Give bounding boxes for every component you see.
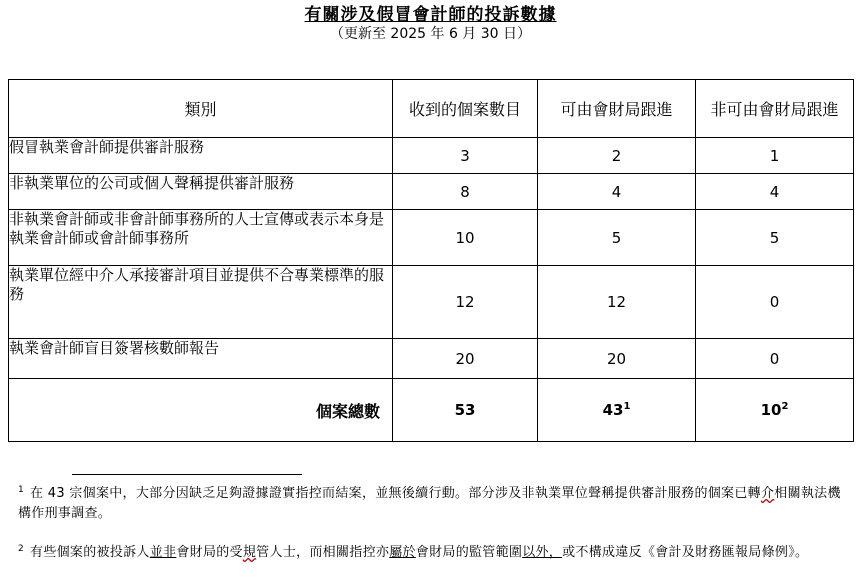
row-category: 執業會計師盲目簽署核數師報告 <box>9 339 393 379</box>
footnote-1 <box>18 484 853 524</box>
table-row <box>9 339 854 379</box>
footnote-2 <box>18 543 853 563</box>
row-not-followable: 0 <box>696 339 854 379</box>
row-followable: 12 <box>538 266 696 339</box>
table-row <box>9 210 854 266</box>
total-row <box>9 379 854 442</box>
row-received: 20 <box>393 339 538 379</box>
footnote-2-marker: 2 <box>18 543 25 554</box>
row-not-followable: 4 <box>696 174 854 210</box>
row-not-followable: 1 <box>696 138 854 174</box>
footnote-2-underlined: 屬於 <box>389 545 416 560</box>
row-received: 12 <box>393 266 538 339</box>
row-received: 8 <box>393 174 538 210</box>
page-title: 有關涉及假冒會計師的投訴數據 <box>304 5 557 25</box>
footnote-2-text: 會財局的監管範圍 <box>415 545 523 560</box>
row-received: 3 <box>393 138 538 174</box>
row-category: 假冒執業會計師提供審計服務 <box>9 138 393 174</box>
row-not-followable: 5 <box>696 210 854 266</box>
page-subtitle: （更新至 2025 年 6 月 30 日） <box>329 26 532 42</box>
row-not-followable: 0 <box>696 266 854 339</box>
row-followable: 5 <box>538 210 696 266</box>
total-followable <box>538 379 696 442</box>
row-category: 執業單位經中介人承接審計項目並提供不合專業標準的服務 <box>9 266 393 339</box>
total-not-followable <box>696 379 854 442</box>
row-followable: 2 <box>538 138 696 174</box>
footnote-1-text-end: 相關執法機構作刑事調查。 <box>18 486 841 521</box>
table-row <box>9 174 854 210</box>
footnote-2-underlined: 並非 <box>149 545 177 560</box>
complaints-table <box>8 79 854 442</box>
row-category: 非執業會計師或非會計師事務所的人士宣傳或表示本身是執業會計師或會計師事務所 <box>9 210 393 266</box>
total-received: 53 <box>393 379 538 442</box>
header-received: 收到的個案數目 <box>393 80 538 138</box>
total-not-followable-value: 10 <box>760 401 782 419</box>
footnote-ref-1: 1 <box>623 401 631 412</box>
table-row <box>9 266 854 339</box>
footnote-2-flagged-word: 規 <box>242 545 257 560</box>
row-followable: 20 <box>538 339 696 379</box>
row-category: 非執業單位的公司或個人聲稱提供審計服務 <box>9 174 393 210</box>
header-not-followable: 非可由會財局跟進 <box>696 80 854 138</box>
table-row <box>9 138 854 174</box>
header-followable: 可由會財局跟進 <box>538 80 696 138</box>
header-row <box>9 80 854 138</box>
row-followable: 4 <box>538 174 696 210</box>
row-received: 10 <box>393 210 538 266</box>
footnote-1-flagged-word: 介 <box>760 486 775 501</box>
footnote-separator <box>72 474 302 475</box>
header-category: 類別 <box>9 80 393 138</box>
footnote-2-text-end: 或不構成違反《會計及財務匯報局條例》。 <box>562 545 809 560</box>
total-label: 個案總數 <box>9 379 393 442</box>
footnote-2-text: 會財局的受 <box>176 545 243 560</box>
footnote-2-underlined: 以外， <box>522 545 563 560</box>
footnote-1-text: 在 43 宗個案中，大部分因缺乏足夠證據證實指控而結案，並無後續行動。部分涉及非執業單位聲稱提供審計服務的個案已轉 <box>30 486 761 501</box>
total-followable-value: 43 <box>602 401 624 419</box>
footnote-2-text: 有些個案的被投訴人 <box>30 545 150 560</box>
footnote-ref-2: 2 <box>781 401 789 412</box>
footnote-2-text: 管人士，而相關指控亦 <box>256 545 390 560</box>
footnote-1-marker: 1 <box>18 484 25 495</box>
